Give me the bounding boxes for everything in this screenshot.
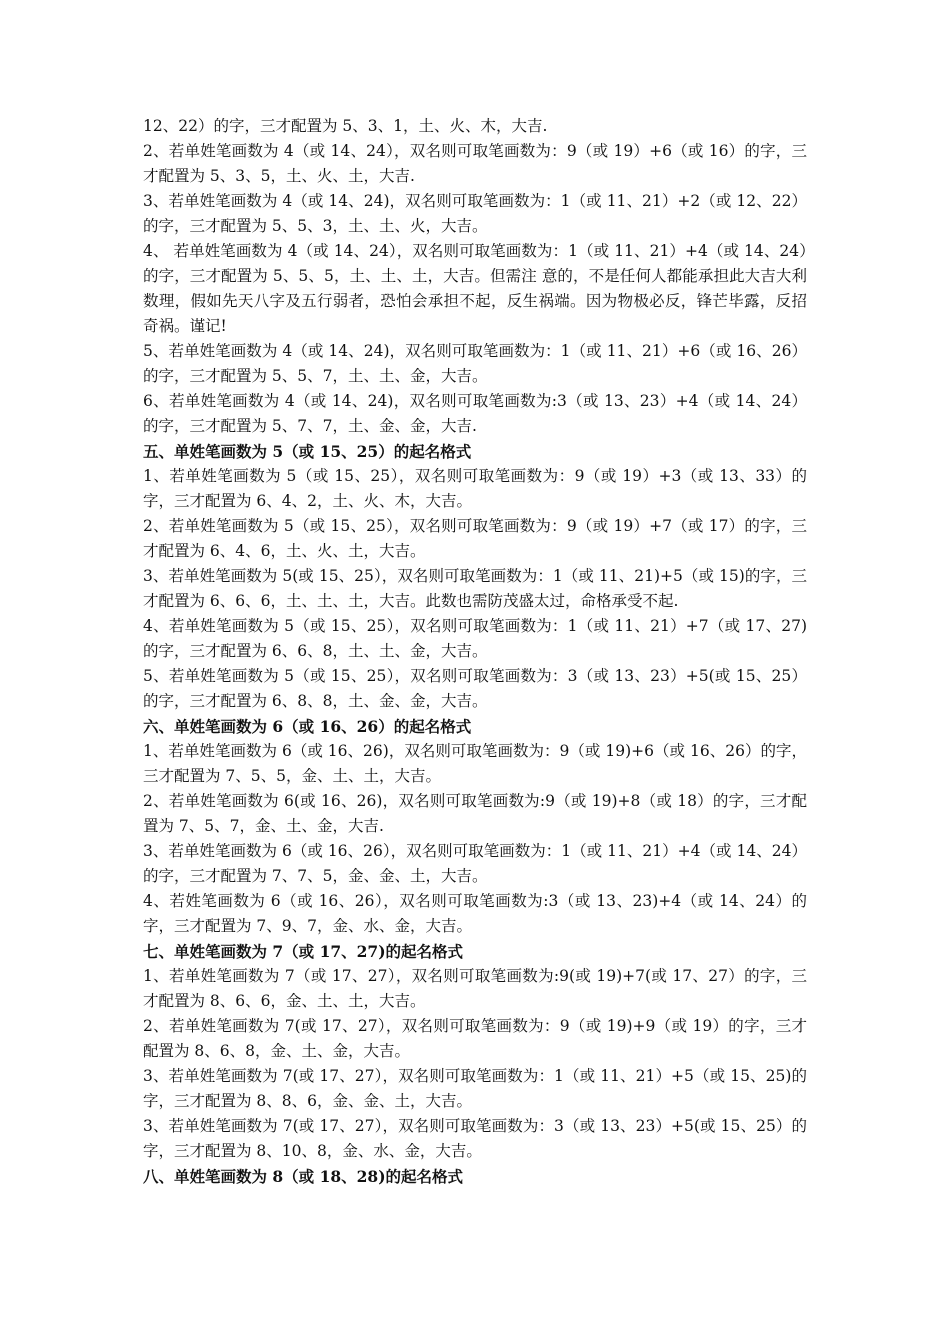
paragraph-6-2: 2、若单姓笔画数为 6(或 16、26)，双名则可取笔画数为:9（或 19)+8（或 18）的字，三才配置为 7、5、7，金、土、金，大吉. bbox=[143, 792, 807, 835]
paragraph-5-1: 1、若单姓笔画数为 5（或 15、25），双名则可取笔画数为：9（或 19）+3（或 13、33）的字，三才配置为 6、4、2，土、火、木，大吉。 bbox=[143, 467, 807, 510]
paragraph-continuation: 12、22）的字，三才配置为 5、3、1，土、火、木，大吉. bbox=[143, 117, 548, 135]
document-page bbox=[143, 114, 807, 1189]
paragraph-4-6: 6、若单姓笔画数为 4（或 14、24)，双名则可取笔画数为:3（或 13、23）+4（或 14、24）的字，三才配置为 5、7、7，土、金、金，大吉. bbox=[143, 392, 807, 435]
paragraph-7-2: 2、若单姓笔画数为 7(或 17、27），双名则可取笔画数为：9（或 19)+9（或 19）的字，三才配置为 8、6、8，金、土、金，大吉。 bbox=[143, 1017, 807, 1060]
paragraph-5-2: 2、若单姓笔画数为 5（或 15、25），双名则可取笔画数为：9（或 19）+7（或 17）的字，三才配置为 6、4、6，土、火、土，大吉。 bbox=[143, 517, 807, 560]
section-heading-6: 六、单姓笔画数为 6（或 16、26）的起名格式 bbox=[143, 717, 472, 736]
paragraph-6-4: 4、若姓笔画数为 6（或 16、26），双名则可取笔画数为:3（或 13、23)+4（或 14、24）的字，三才配置为 7、9、7，金、水、金，大吉。 bbox=[143, 892, 807, 935]
section-heading-8: 八、单姓笔画数为 8（或 18、28)的起名格式 bbox=[143, 1167, 464, 1186]
paragraph-6-1: 1、若单姓笔画数为 6（或 16、26)，双名则可取笔画数为：9（或 19)+6（或 16、26）的字，三才配置为 7、5、5，金、土、土，大吉。 bbox=[143, 742, 807, 785]
paragraph-7-3: 3、若单姓笔画数为 7(或 17、27），双名则可取笔画数为：1（或 11、21）+5（或 15、25)的字，三才配置为 8、8、6，金、金、土，大吉。 bbox=[143, 1067, 807, 1110]
paragraph-5-3: 3、若单姓笔画数为 5(或 15、25），双名则可取笔画数为：1（或 11、21)+5（或 15)的字，三才配置为 6、6、6，土、土、土，大吉。此数也需防茂盛太过，命格承受不起. bbox=[143, 567, 807, 610]
paragraph-4-2: 2、若单姓笔画数为 4（或 14、24），双名则可取笔画数为：9（或 19）+6（或 16）的字，三才配置为 5、3、5，土、火、土，大吉. bbox=[143, 142, 807, 185]
paragraph-4-4: 4、 若单姓笔画数为 4（或 14、24），双名则可取笔画数为：1（或 11、21）+4（或 14、24）的字，三才配置为 5、5、5，土、土、土，大吉。但需注 意的，不是任何人都能承担此大吉大利数理，假如先天八字及五行弱者，恐怕会承担不起，反生祸端。因为物极必反，锋芒毕露，反招奇祸。谨记! bbox=[143, 242, 807, 335]
section-heading-7: 七、单姓笔画数为 7（或 17、27)的起名格式 bbox=[143, 942, 464, 961]
section-heading-5: 五、单姓笔画数为 5（或 15、25）的起名格式 bbox=[143, 442, 472, 461]
paragraph-4-5: 5、若单姓笔画数为 4（或 14、24)，双名则可取笔画数为：1（或 11、21）+6（或 16、26）的字，三才配置为 5、5、7，土、土、金，大吉。 bbox=[143, 342, 807, 385]
paragraph-4-3: 3、若单姓笔画数为 4（或 14、24)，双名则可取笔画数为：1（或 11、21）+2（或 12、22）的字，三才配置为 5、5、3，土、土、火，大吉。 bbox=[143, 192, 807, 235]
paragraph-6-3: 3、若单姓笔画数为 6（或 16、26），双名则可取笔画数为：1（或 11、21）+4（或 14、24）的字，三才配置为 7、7、5，金、金、土，大吉。 bbox=[143, 842, 807, 885]
paragraph-5-4: 4、若单姓笔画数为 5（或 15、25），双名则可取笔画数为：1（或 11、21）+7（或 17、27)的字，三才配置为 6、6、8，土、土、金，大吉。 bbox=[143, 617, 807, 660]
paragraph-5-5: 5、若单姓笔画数为 5（或 15、25），双名则可取笔画数为：3（或 13、23）+5(或 15、25）的字，三才配置为 6、8、8，土、金、金，大吉。 bbox=[143, 667, 807, 710]
paragraph-7-4: 3、若单姓笔画数为 7(或 17、27），双名则可取笔画数为：3（或 13、23）+5(或 15、25）的字，三才配置为 8、10、8，金、水、金，大吉。 bbox=[143, 1117, 807, 1160]
paragraph-7-1: 1、若单姓笔画数为 7（或 17、27），双名则可取笔画数为:9(或 19)+7(或 17、27）的字，三才配置为 8、6、6，金、土、土，大吉。 bbox=[143, 967, 807, 1010]
